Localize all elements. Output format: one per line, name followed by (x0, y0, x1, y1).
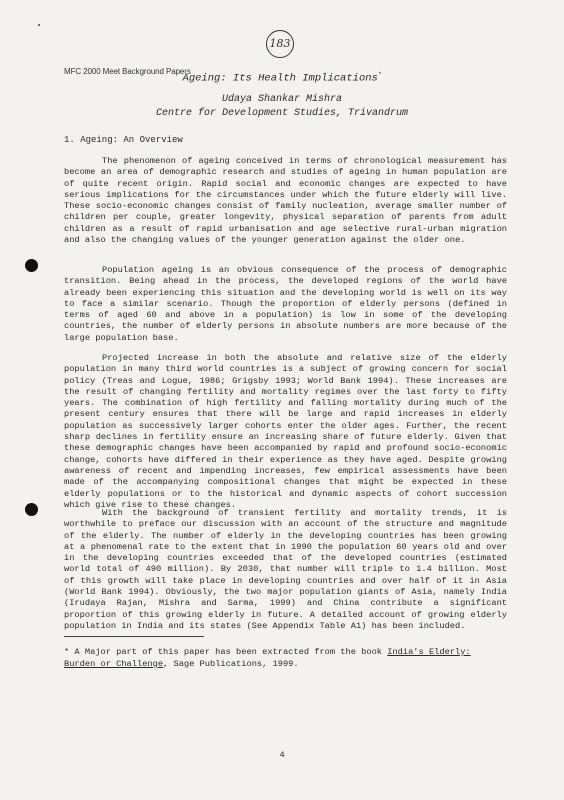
page-number: 4 (279, 750, 285, 760)
paragraph-2: Population ageing is an obvious consequence of the process of demographic transition. Being ahead in the process, the developed regions of the world have already been experiencing this situation and the developing world is well on its way to face a similar scenario. Though the proportion of elderly persons (defined in terms of aged 60 and above in a population) is low in some of the developing countries, the number of elderly persons in absolute numbers are more because of the large population base. (64, 265, 507, 343)
footnote-book-title: India's Elderly: Burden or Challenge (64, 647, 471, 669)
speck (38, 24, 40, 26)
author-name: Udaya Shankar Mishra (221, 94, 343, 105)
binder-hole-bottom (25, 503, 38, 516)
footnote-marker: * (377, 71, 382, 78)
author-block (0, 93, 564, 121)
section-heading: 1. Ageing: An Overview (64, 135, 183, 145)
footnote-suffix: , Sage Publications, 1999. (163, 659, 299, 669)
paragraph-3: Projected increase in both the absolute and relative size of the elderly population in many third world countries is a subject of growing concern for social policy (Treas and Logue, 1986; Grigsby 1993; World Bank 1994). These increases are the result of changing fertility and mortality regimes over the last forty to fifty years. The combination of high fertility and falling mortality during much of the present century ensures that there will be large and rapid increases in elderly population as successively larger cohorts enter the older ages. Further, the recent sharp declines in fertility ensure an increasing share of future elderly. Given that these demographic changes have been accompanied by rapid and profound socio-economic change, cohorts have differed in their experience as they have aged. Despite growing awareness of recent and impending increases, few empirical assessments have been made of the accompanying compositional changes that might be expected in these elderly populations or to the historical and dynamic aspects of cohort succession which give rise to these changes. (64, 353, 507, 510)
meet-header: MFC 2000 Meet Background Papers (64, 67, 191, 76)
author-affiliation: Centre for Development Studies, Trivandrum (155, 108, 409, 119)
page-stamp: 183 (266, 30, 294, 58)
footnote-rule (64, 636, 204, 637)
paragraph-1: The phenomenon of ageing conceived in terms of chronological measurement has become an area of demographic research and studies of ageing in human population are of quite recent origin. Rapid social and economic changes are expected to have serious implications for the circumstances under which the future elderly will live. These socio-economic changes consist of family nucleation, average smaller number of children per couple, greater longevity, physical separation of parents from adult children as a result of rapid urbanisation and age selective rural-urban migration and also the changing values of the younger generation against the older one. (64, 156, 507, 246)
binder-hole-top (25, 259, 38, 272)
paper-title (0, 71, 564, 85)
footnote-prefix: * A Major part of this paper has been extracted from the book (64, 647, 388, 657)
footnote (64, 646, 507, 670)
paragraph-4: With the background of transient fertility and mortality trends, it is worthwhile to preface our discussion with an account of the structure and magnitude of the elderly. The number of elderly in the developing countries has been growing at a phenomenal rate to the extent that in 1990 the population 60 years old and over in the developing countries exceeded that of the developed countries (estimated world total of 490 million). By 2030, that number will triple to 1.4 billion. Most of this growth will take place in developing countries and over half of it in Asia (World Bank 1994). Obviously, the two major population giants of Asia, namely India (Irudaya Rajan, Mishra and Sarma, 1999) and China contribute a significant proportion of this growing elderly in future. A detailed account of growing elderly population in India and its states (See Appendix Table A1) has been included. (64, 508, 507, 631)
paper-title-text: Ageing: Its Health Implications (182, 72, 378, 85)
